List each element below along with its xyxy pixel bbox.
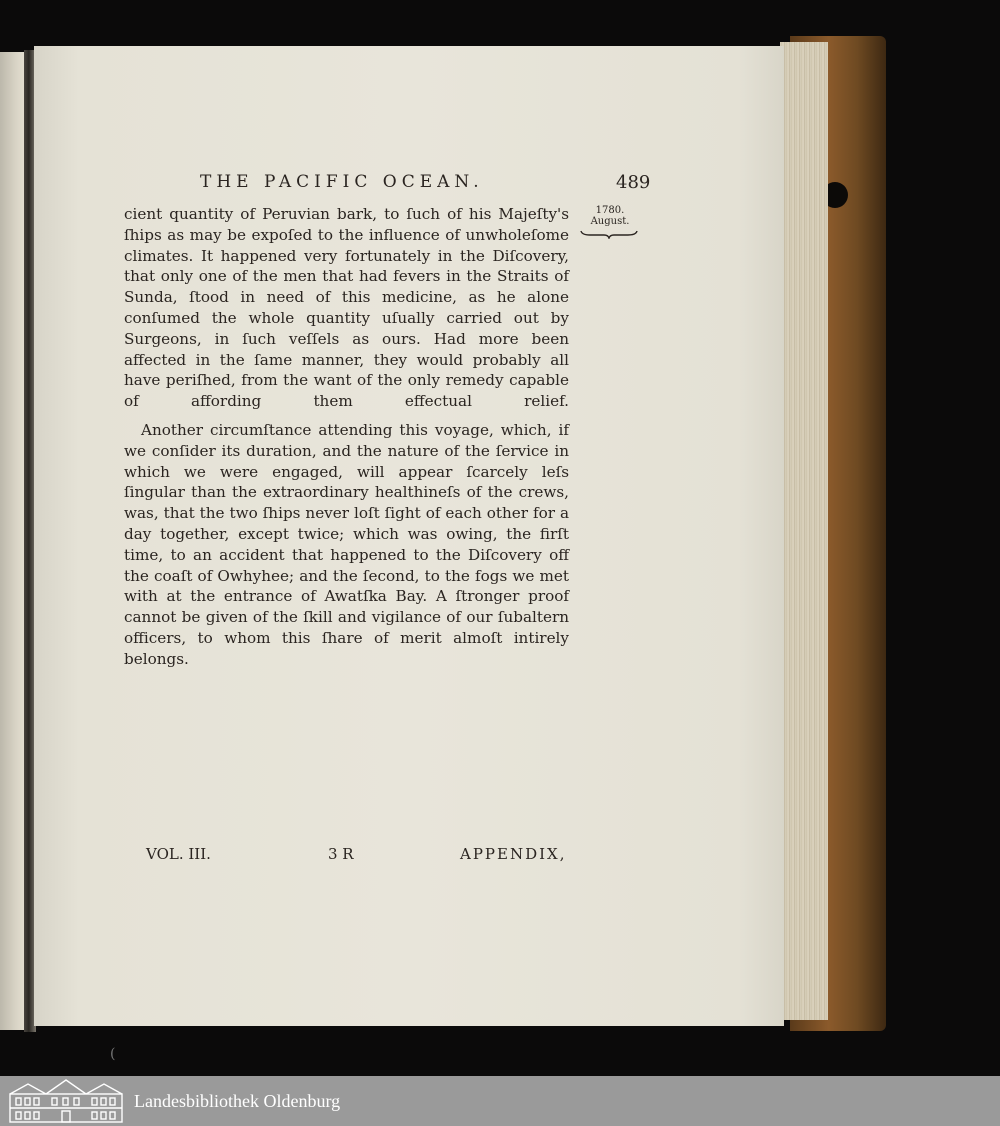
library-banner [0, 1076, 1000, 1126]
footer-volume: VOL. III. [146, 845, 211, 863]
brace-icon [580, 229, 638, 239]
paragraph: Another circumſtance attending this voyage, which, if we conſider its duration, and the nature of the ſervice in which we were engaged, will appear ſcarcely leſs ſingular than the extraordinary healthineſs of the crews, was, that the two ſhips never loſt ſight of each other for a day together, except twice; which was owing, the firſt time, to an accident that happened to the Diſcovery off the coaſt of Owhyhee; and the ſecond, to the fogs we met with at the entrance of Awatſka Bay. A ſtronger proof cannot be given of the ſkill and vigilance of our ſubaltern officers, to whom this ſhare of merit almoſt intirely belongs. [124, 420, 569, 668]
library-building-icon [8, 1078, 124, 1124]
paragraph: cient quantity of Peruvian bark, to ſuch of his Majeſty's ſhips as may be expoſed to the influence of unwholeſome climates. It happened very fortunately in the Diſcovery, that only one of the men that had fevers in the Straits of Sunda, ſtood in need of this medicine, as he alone conſumed the whole quantity uſually carried out by Surgeons, in ſuch veſſels as ours. Had more been affected in the ſame manner, they would probably all have periſhed, from the want of the only remedy capable of affording them effectual relief. [124, 205, 569, 411]
margin-note-year: 1780. [595, 205, 625, 216]
page-block-edges [780, 42, 828, 1020]
library-name: Landesbibliothek Oldenburg [134, 1091, 341, 1111]
stray-mark: ( [110, 1046, 116, 1062]
footer-signature: 3 R [328, 845, 354, 863]
running-head: THE PACIFIC OCEAN. [200, 172, 484, 192]
body-text [124, 204, 569, 670]
page-number: 489 [616, 172, 651, 193]
left-page-edge [0, 52, 26, 1030]
margin-note [584, 205, 636, 239]
footer-catchword: APPENDIX, [460, 845, 567, 863]
margin-note-month: August. [590, 216, 630, 227]
